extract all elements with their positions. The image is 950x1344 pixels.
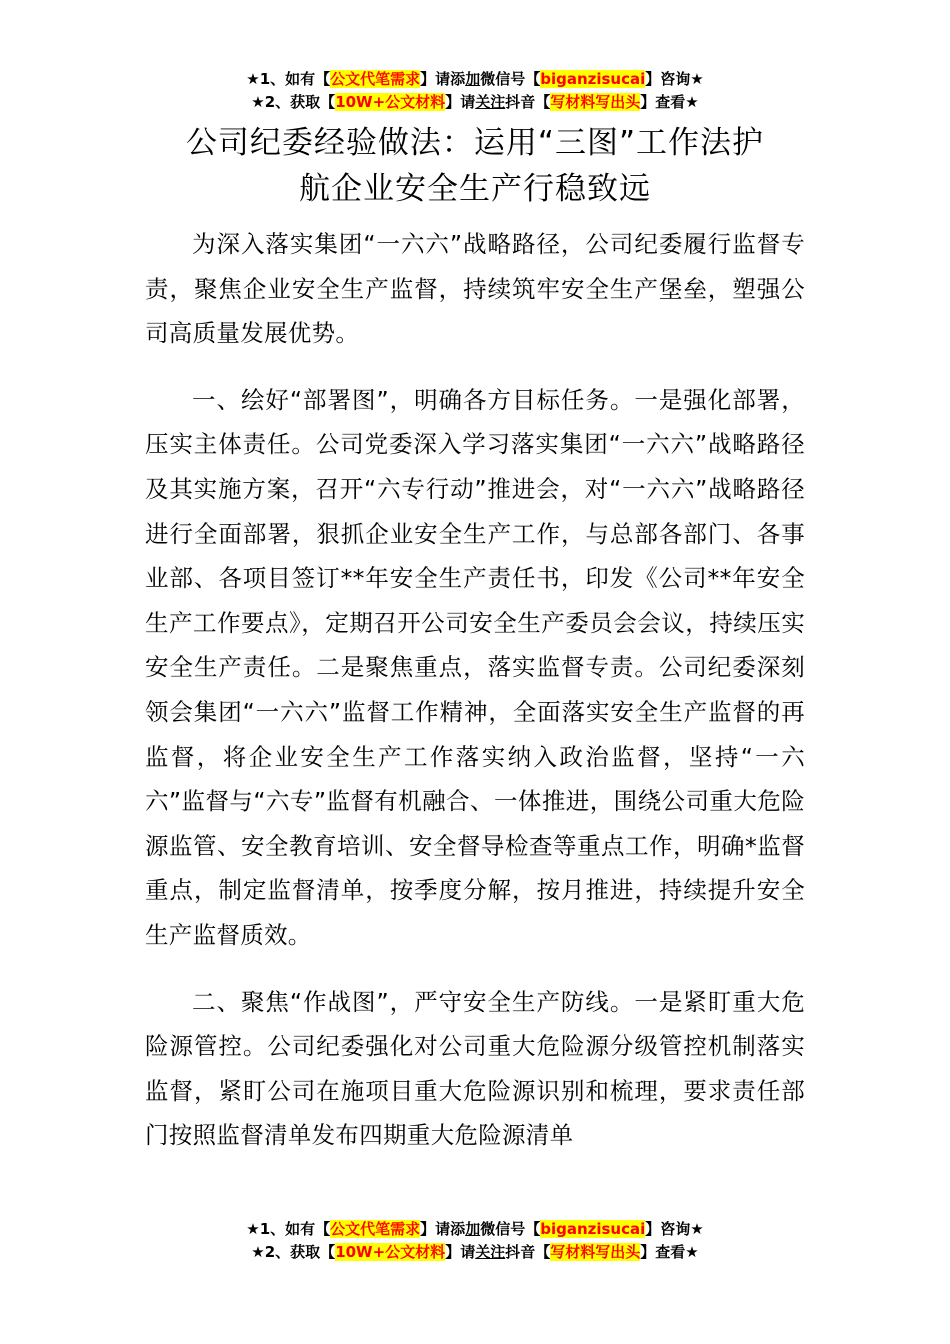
highlight-douyin-account: 写材料写出头 — [550, 93, 641, 111]
highlight-materials: 10W+公文材料 — [335, 93, 446, 111]
highlight-wechat-id: biganzisucai — [540, 1220, 646, 1238]
highlight-materials: 10W+公文材料 — [335, 1243, 446, 1261]
banner-line-1: ★1、如有【公文代笔需求】请添加微信号【biganzisucai】咨询★ — [246, 70, 704, 88]
banner-line-2: ★2、获取【10W+公文材料】请关注抖音【写材料写出头】查看★ — [251, 93, 699, 111]
paragraph-intro: 为深入落实集团“一六六”战略路径，公司纪委履行监督专责，聚焦企业安全生产监督，持续筑牢安全生产堡垒，塑强公司高质量发展优势。 — [145, 230, 805, 348]
document-body — [145, 222, 805, 1180]
highlight-douyin-account: 写材料写出头 — [550, 1243, 641, 1261]
top-banner — [0, 68, 950, 114]
highlight-wechat-id: biganzisucai — [540, 70, 646, 88]
banner-line-1: ★1、如有【公文代笔需求】请添加微信号【biganzisucai】咨询★ — [246, 1220, 704, 1238]
document-title — [145, 120, 805, 212]
banner-line-2: ★2、获取【10W+公文材料】请关注抖音【写材料写出头】查看★ — [251, 1243, 699, 1261]
paragraph-section-1: 一、绘好“部署图”，明确各方目标任务。一是强化部署，压实主体责任。公司党委深入学习落实集团“一六六”战略路径及其实施方案，召开“六专行动”推进会，对“一六六”战略路径进行全面部署，狠抓企业安全生产工作，与总部各部门、各事业部、各项目签订**年安全生产责任书，印发《公司**年安全生产工作要点》，定期召开公司安全生产委员会会议，持续压实安全生产责任。二是聚焦重点，落实监督专责。公司纪委深刻领会集团“一六六”监督工作精神，全面落实安全生产监督的再监督，将企业安全生产工作落实纳入政治监督，坚持“一六六”监督与“六专”监督有机融合、一体推进，围绕公司重大危险源监管、安全教育培训、安全督导检查等重点工作，明确*监督重点，制定监督清单，按季度分解，按月推进，持续提升安全生产监督质效。 — [145, 385, 805, 949]
title-line-2: 航企业安全生产行稳致远 — [299, 171, 651, 207]
highlight-ghostwriting: 公文代笔需求 — [330, 1220, 421, 1238]
bottom-banner — [0, 1218, 950, 1264]
paragraph-section-2: 二、聚焦“作战图”，严守安全生产防线。一是紧盯重大危险源管控。公司纪委强化对公司重大危险源分级管控机制落实监督，紧盯公司在施项目重大危险源识别和梳理，要求责任部门按照监督清单发布四期重大危险源清单 — [145, 987, 805, 1150]
title-line-1: 公司纪委经验做法：运用“三图”工作法护 — [185, 125, 765, 161]
highlight-ghostwriting: 公文代笔需求 — [330, 70, 421, 88]
